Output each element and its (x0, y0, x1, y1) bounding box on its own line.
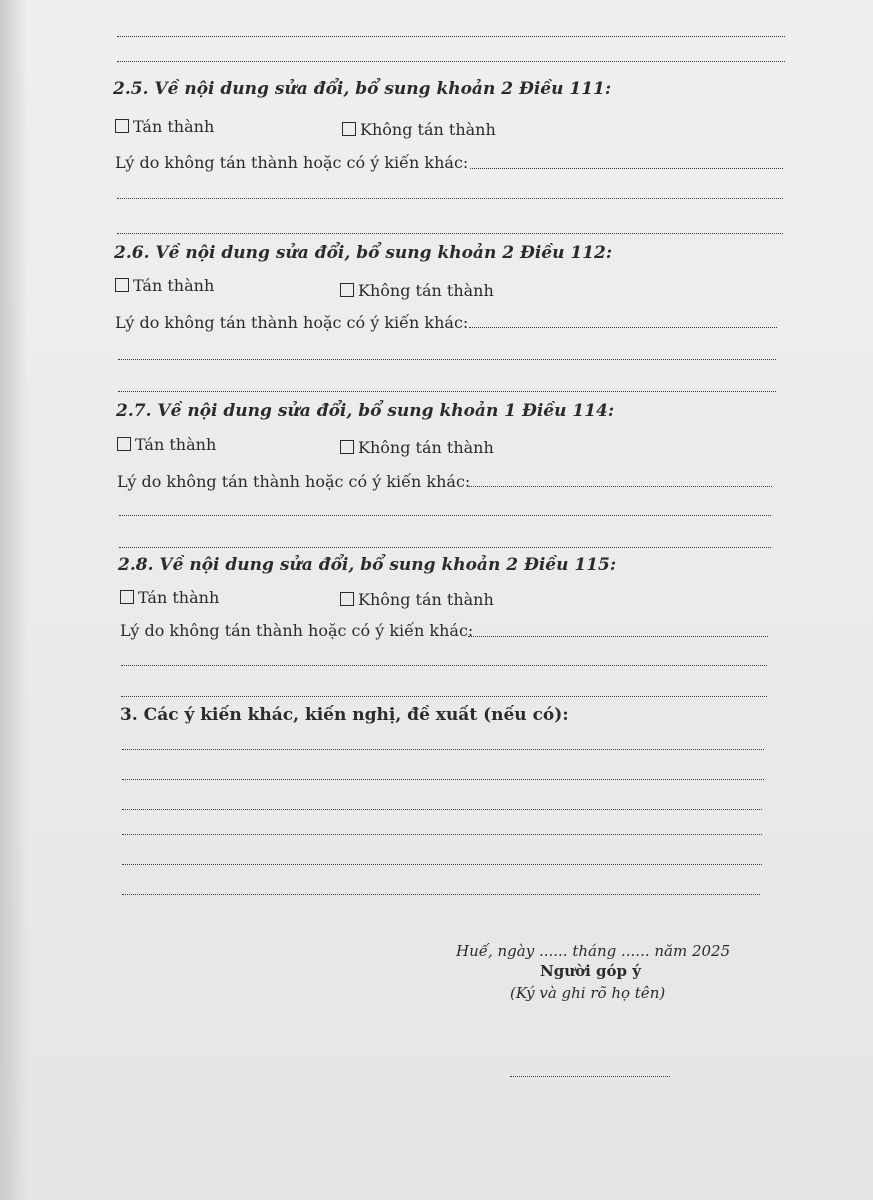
section-heading-3: 3. Các ý kiến khác, kiến nghị, đề xuất (nếu có): (120, 705, 569, 725)
reason-label-2-7: Lý do không tán thành hoặc có ý kiến khác: (117, 472, 471, 491)
checkbox-icon (115, 119, 129, 133)
answer-line[interactable] (122, 864, 762, 865)
checkbox-icon (340, 440, 354, 454)
approve-label: Tán thành (133, 117, 215, 136)
answer-line[interactable] (117, 198, 783, 199)
place-date: Huế, ngày ...... tháng ...... năm 2025 (456, 942, 731, 960)
checkbox-icon (120, 590, 134, 604)
answer-line[interactable] (118, 391, 776, 392)
disapprove-checkbox-2-5[interactable] (342, 120, 496, 139)
answer-line[interactable] (118, 359, 776, 360)
answer-line (117, 61, 785, 62)
disapprove-checkbox-2-7[interactable] (340, 438, 494, 457)
section-heading-2-7: 2.7. Về nội dung sửa đổi, bổ sung khoản 1 Điều 114: (116, 401, 615, 421)
answer-line[interactable] (121, 665, 767, 666)
approve-checkbox-2-6[interactable] (115, 276, 214, 295)
disapprove-label: Không tán thành (358, 438, 494, 457)
answer-line[interactable] (122, 834, 762, 835)
answer-line[interactable] (122, 779, 764, 780)
checkbox-icon (117, 437, 131, 451)
disapprove-label: Không tán thành (358, 590, 494, 609)
answer-line[interactable] (122, 809, 762, 810)
checkbox-icon (340, 592, 354, 606)
disapprove-checkbox-2-6[interactable] (340, 281, 494, 300)
disapprove-checkbox-2-8[interactable] (340, 590, 494, 609)
signer-title: Người góp ý (540, 962, 641, 980)
answer-line[interactable] (119, 515, 771, 516)
answer-line[interactable] (122, 749, 764, 750)
answer-line[interactable] (119, 547, 771, 548)
answer-line[interactable] (121, 696, 767, 697)
signature-note: (Ký và ghi rõ họ tên) (510, 984, 666, 1002)
approve-checkbox-2-7[interactable] (117, 435, 216, 454)
reason-line[interactable] (468, 636, 768, 637)
section-heading-2-8: 2.8. Về nội dung sửa đổi, bổ sung khoản 2 Điều 115: (118, 555, 617, 575)
section-heading-2-6: 2.6. Về nội dung sửa đổi, bổ sung khoản 2 Điều 112: (114, 243, 613, 263)
disapprove-label: Không tán thành (358, 281, 494, 300)
reason-line[interactable] (469, 486, 772, 487)
approve-checkbox-2-8[interactable] (120, 588, 219, 607)
answer-line (117, 36, 785, 37)
page-edge-shadow (0, 0, 28, 1200)
checkbox-icon (342, 122, 356, 136)
answer-line[interactable] (117, 233, 783, 234)
approve-label: Tán thành (135, 435, 217, 454)
answer-line[interactable] (122, 894, 760, 895)
signature-line[interactable] (510, 1076, 670, 1077)
section-heading-2-5: 2.5. Về nội dung sửa đổi, bổ sung khoản 2 Điều 111: (113, 79, 612, 99)
approve-label: Tán thành (133, 276, 215, 295)
approve-checkbox-2-5[interactable] (115, 117, 214, 136)
reason-line[interactable] (470, 168, 783, 169)
checkbox-icon (340, 283, 354, 297)
checkbox-icon (115, 278, 129, 292)
reason-line[interactable] (469, 327, 777, 328)
reason-label-2-6: Lý do không tán thành hoặc có ý kiến khác: (115, 313, 469, 332)
reason-label-2-8: Lý do không tán thành hoặc có ý kiến khác: (120, 621, 474, 640)
approve-label: Tán thành (138, 588, 220, 607)
disapprove-label: Không tán thành (360, 120, 496, 139)
reason-label-2-5: Lý do không tán thành hoặc có ý kiến khác: (115, 153, 469, 172)
